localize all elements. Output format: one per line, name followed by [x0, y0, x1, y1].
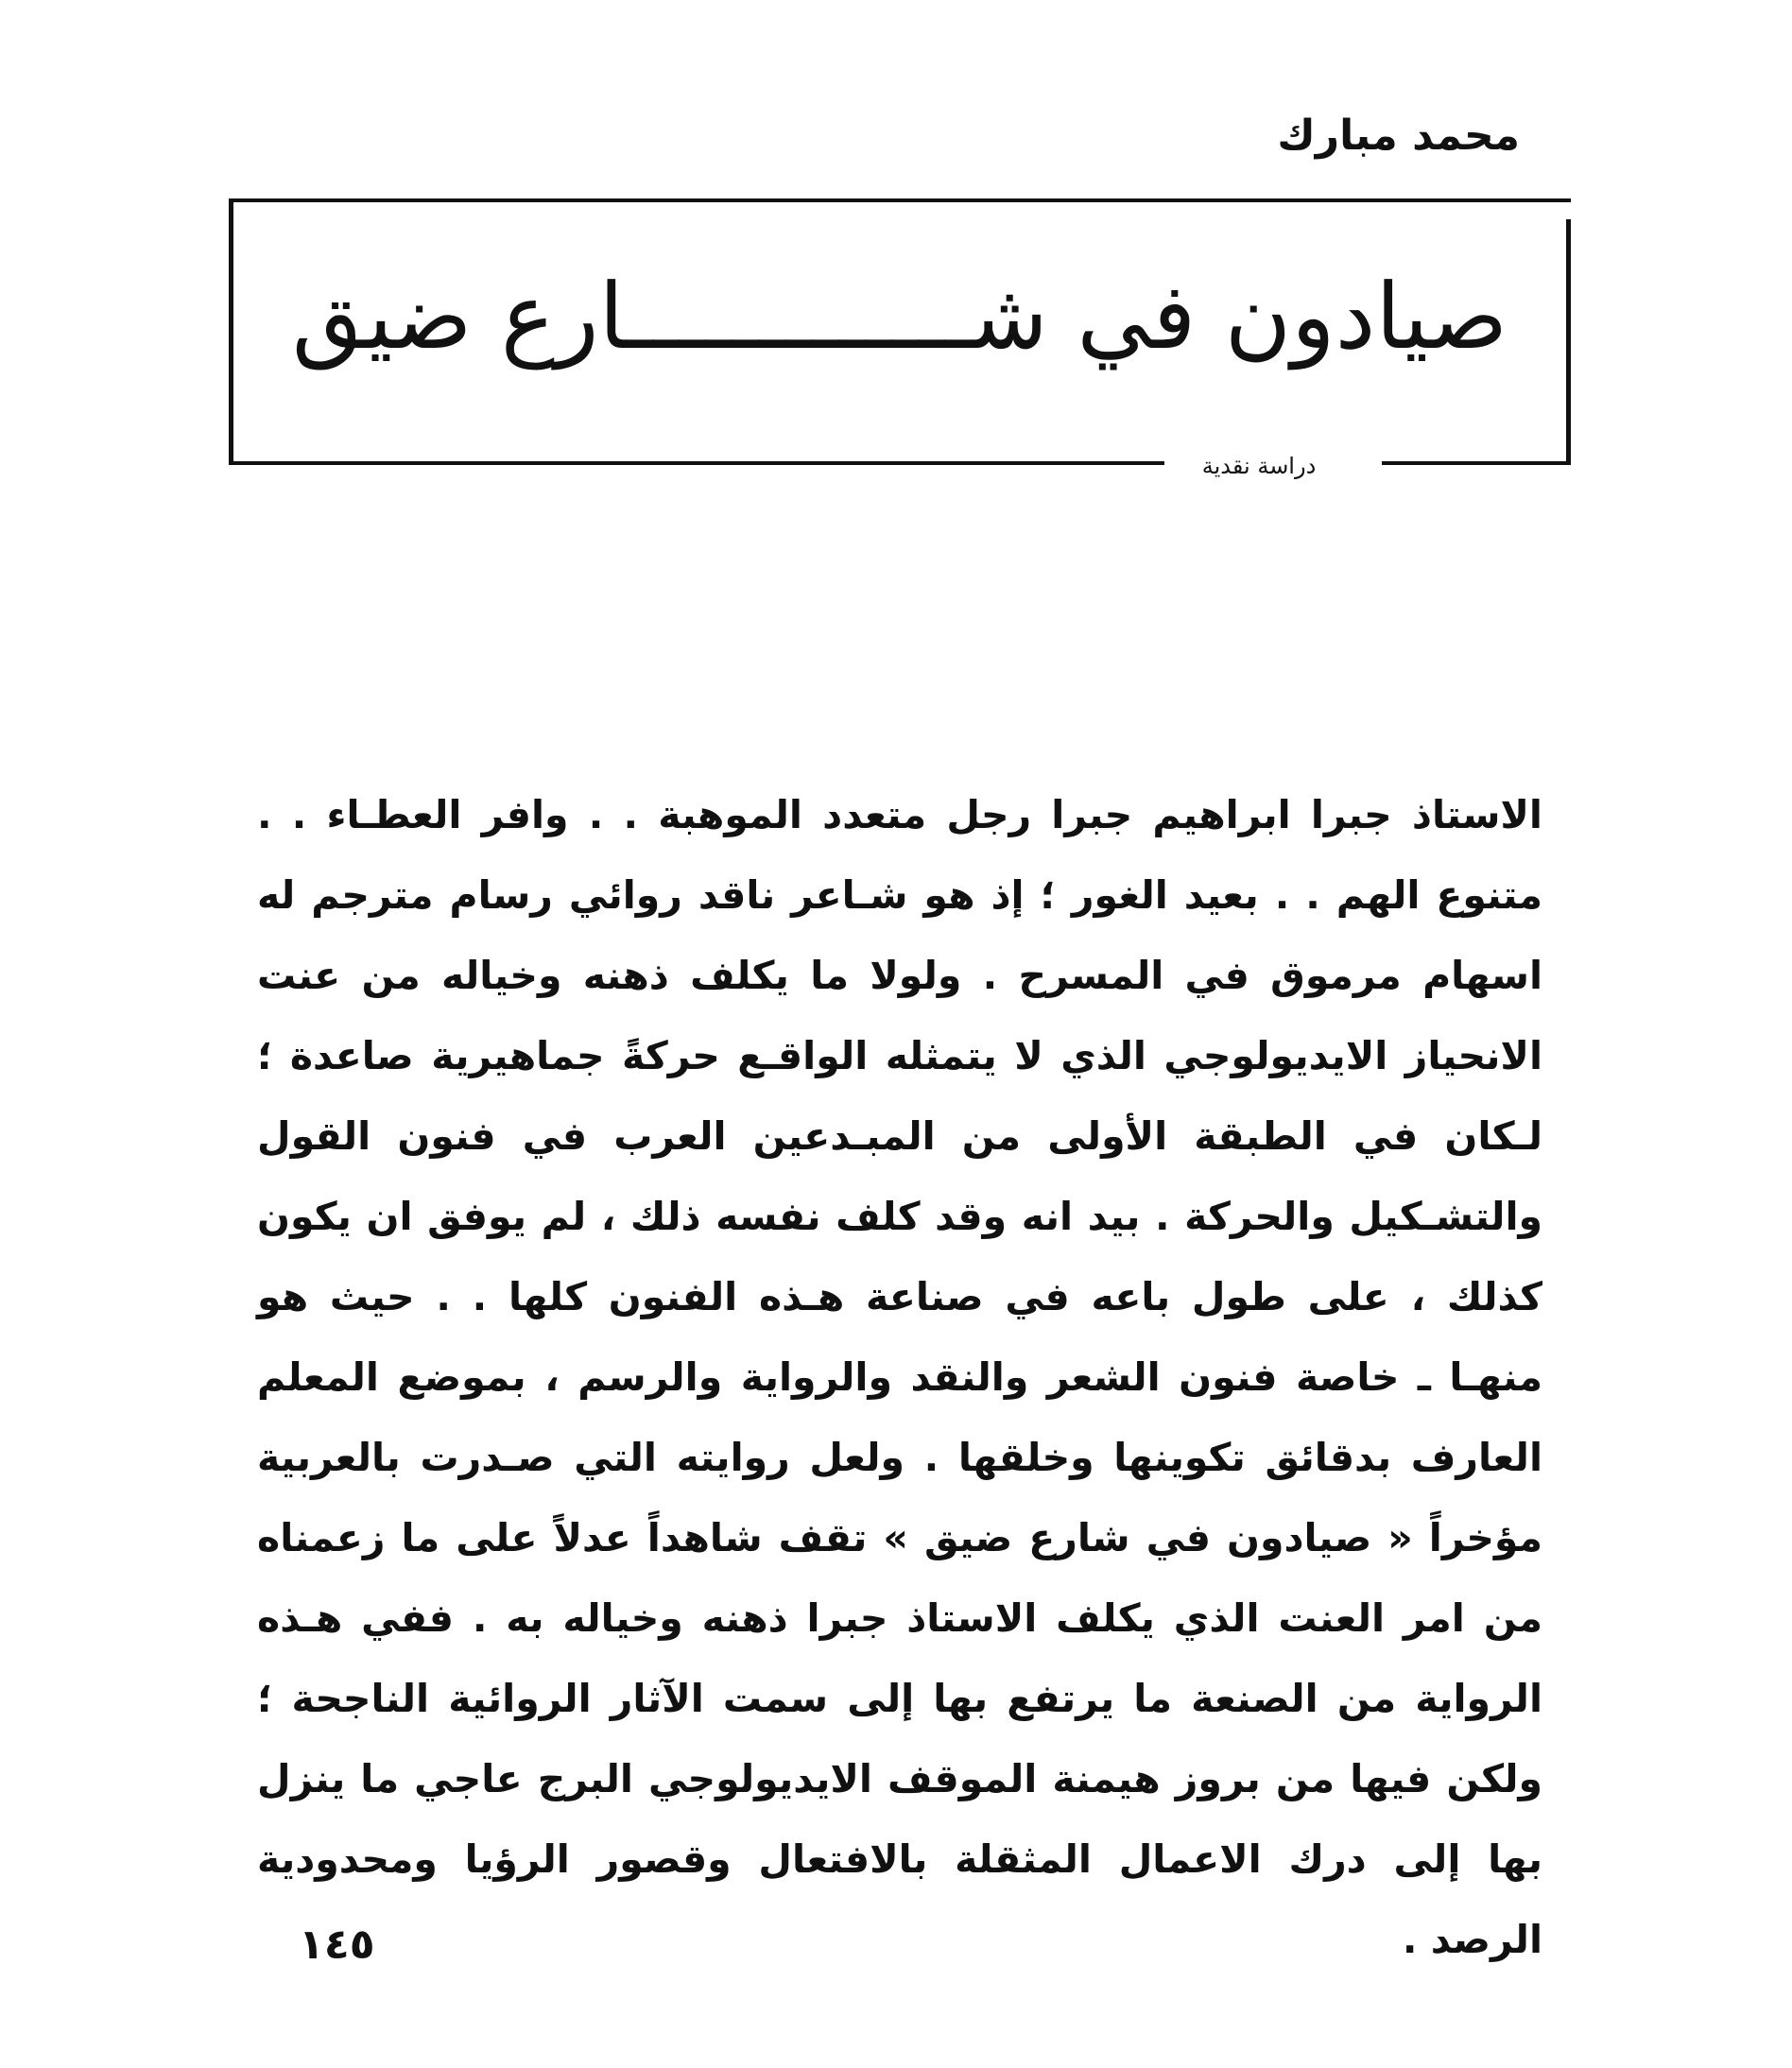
body-paragraph: الاستاذ جبرا ابراهيم جبرا رجل متعدد الموهبة . . وافر العطـاء . . متنوع الهم . . بعيد الغور ؛ إذ هو شـاعر ناقد روائي رسام مترجم له اسهام مرموق في المسرح . ولولا ما يكلف ذهنه وخياله من عنت الانحياز الايديولوجي الذي لا يتمثله الواقـع حركةً جماهيرية صاعدة ؛ لـكان في الطبقة الأولى من المبـدعين العرب في فنون القول والتشـكيل والحركة . بيد انه وقد كلف نفسه ذلك ، لم يوفق ان يكون كذلك ، على طول باعه في صناعة هـذه الفنون كلها . . حيث هو منهـا ـ خاصة فنون الشعر والنقد والرواية والرسم ، بموضع المعلم العارف بدقائق تكوينها وخلقها . ولعل روايته التي صـدرت بالعربية مؤخراً « صيادون في شارع ضيق » تقف شاهداً عدلاً على ما زعمناه من امر العنت الذي يكلف الاستاذ جبرا ذهنه وخياله به . ففي هـذه الرواية من الصنعة ما يرتفع بها إلى سمت الآثار الروائية الناجحة ؛ ولكن فيها من بروز هيمنة الموقف الايديولوجي البرج عاجي ما ينزل بها إلى درك الاعمال المثقلة بالافتعال وقصور الرؤيا ومحدودية الرصد . [257, 792, 1542, 1962]
frame-bottom-rule-right [1382, 461, 1571, 465]
article-title: صيادون في شـــــــــــــارع ضيق [291, 264, 1508, 370]
article-subtitle: دراسة نقدية [1183, 452, 1335, 480]
frame-left-rule [229, 198, 233, 465]
article-body [257, 775, 1542, 1980]
title-frame [229, 198, 1571, 479]
frame-right-rule [1566, 219, 1571, 463]
frame-bottom-rule-left [229, 461, 1164, 465]
author-name: محمد مبارك [1277, 112, 1520, 160]
page-number: ١٤٥ [299, 1921, 375, 1969]
frame-top-rule [229, 198, 1571, 202]
